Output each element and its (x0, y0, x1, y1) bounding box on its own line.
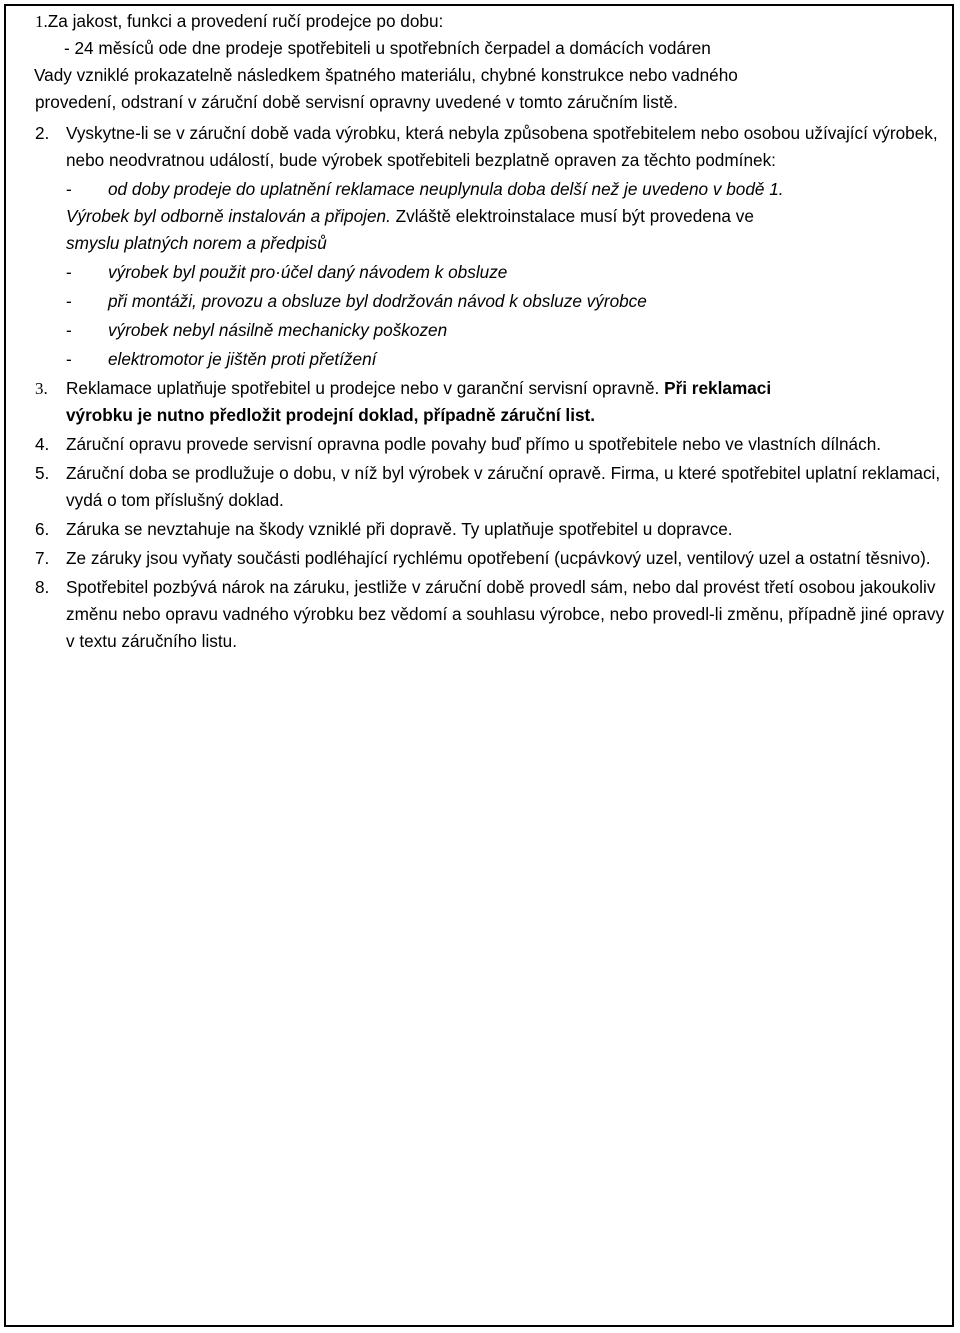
item-number: 5. (35, 463, 50, 483)
item-2-condition-1 (35, 176, 955, 203)
dash: - (66, 262, 72, 282)
item-number: 4. (35, 434, 50, 454)
item-2-condition-text: výrobek nebyl násilně mechanicky poškozen (108, 320, 448, 340)
item-7 (35, 545, 955, 572)
item-4 (35, 431, 955, 458)
item-1-intro-text: Za jakost, funkci a provedení ručí prodejce po dobu: (47, 11, 444, 31)
item-text: Záruční opravu provede servisní opravna podle povahy buď přímo u spotřebitele nebo ve vlastních dílnách. (66, 434, 882, 454)
item-2-condition (35, 317, 955, 344)
item-1-line-4: provedení, odstraní v záruční době servisní opravny uvedené v tomto záručním listě. (35, 92, 678, 112)
item-2-condition (35, 346, 955, 373)
dash: - (66, 291, 72, 311)
item-2-condition-text: elektromotor je jištěn proti přetížení (108, 349, 377, 369)
item-2-installed-italic: Výrobek byl odborně instalován a připojen. (66, 206, 391, 226)
item-3-number: 3. (35, 379, 48, 398)
item-8 (35, 574, 955, 655)
dash: - (66, 320, 72, 340)
warranty-terms (35, 8, 955, 655)
item-2-installed-italic-2: smyslu platných norem a předpisů (66, 233, 327, 253)
item-3-bold-1: Při reklamaci (664, 378, 772, 398)
item-2-conditions (35, 259, 955, 373)
item-text: Záruční doba se prodlužuje o dobu, v níž byl výrobek v záruční opravě. Firma, u které spotřebitel uplatní reklamaci, vydá o tom příslušný doklad. (66, 463, 941, 510)
item-2-installed-rest: Zvláště elektroinstalace musí být provedena ve (390, 206, 754, 226)
item-2-condition (35, 259, 955, 286)
item-1-line-3: Vady vzniklé prokazatelně následkem špatného materiálu, chybné konstrukce nebo vadného (34, 65, 738, 85)
item-2-text: Vyskytne-li se v záruční době vada výrobku, která nebyla způsobena spotřebitelem nebo osobou užívající výrobek, nebo neodvratnou událostí, bude výrobek spotřebiteli bezplatně opraven za těchto podmínek: (66, 123, 938, 170)
dash: - (66, 179, 72, 199)
item-number: 8. (35, 577, 50, 597)
item-text: Ze záruky jsou vyňaty součásti podléhající rychlému opotřebení (ucpávkový uzel, ventilový uzel a ostatní těsnivo). (66, 548, 931, 568)
item-1-number: 1. (35, 12, 48, 31)
item-3-bold-2: výrobku je nutno předložit prodejní doklad, případně záruční list. (66, 405, 596, 425)
item-2-condition-1-text: od doby prodeje do uplatnění reklamace neuplynula doba delší než je uvedeno v bodě 1. (108, 179, 784, 199)
dash: - (66, 349, 72, 369)
item-number: 7. (35, 548, 50, 568)
item-1-sub: - 24 měsíců ode dne prodeje spotřebiteli u spotřebních čerpadel a domácích vodáren (64, 38, 711, 58)
item-3-text: Reklamace uplatňuje spotřebitel u prodejce nebo v garanční servisní opravně. (66, 378, 665, 398)
item-2-condition (35, 288, 955, 315)
item-2-number: 2. (35, 123, 50, 143)
item-3 (35, 375, 955, 429)
item-5 (35, 460, 955, 514)
item-6 (35, 516, 955, 543)
item-2-installation (35, 203, 955, 230)
item-2-condition-text: výrobek byl použit pro·účel daný návodem k obsluze (108, 262, 508, 282)
item-2-condition-text: při montáži, provozu a obsluze byl dodržován návod k obsluze výrobce (108, 291, 647, 311)
item-text: Spotřebitel pozbývá nárok na záruku, jestliže v záruční době provedl sám, nebo dal provést třetí osobou jakoukoliv změnu nebo opravu vadného výrobku bez vědomí a souhlasu výrobce, nebo provedl-li změnu, případně jiné opravy v textu záručního listu. (66, 577, 945, 651)
item-2 (35, 120, 955, 174)
item-number: 6. (35, 519, 50, 539)
item-1-intro (35, 8, 955, 35)
item-text: Záruka se nevztahuje na škody vzniklé při dopravě. Ty uplatňuje spotřebitel u dopravce. (66, 519, 733, 539)
